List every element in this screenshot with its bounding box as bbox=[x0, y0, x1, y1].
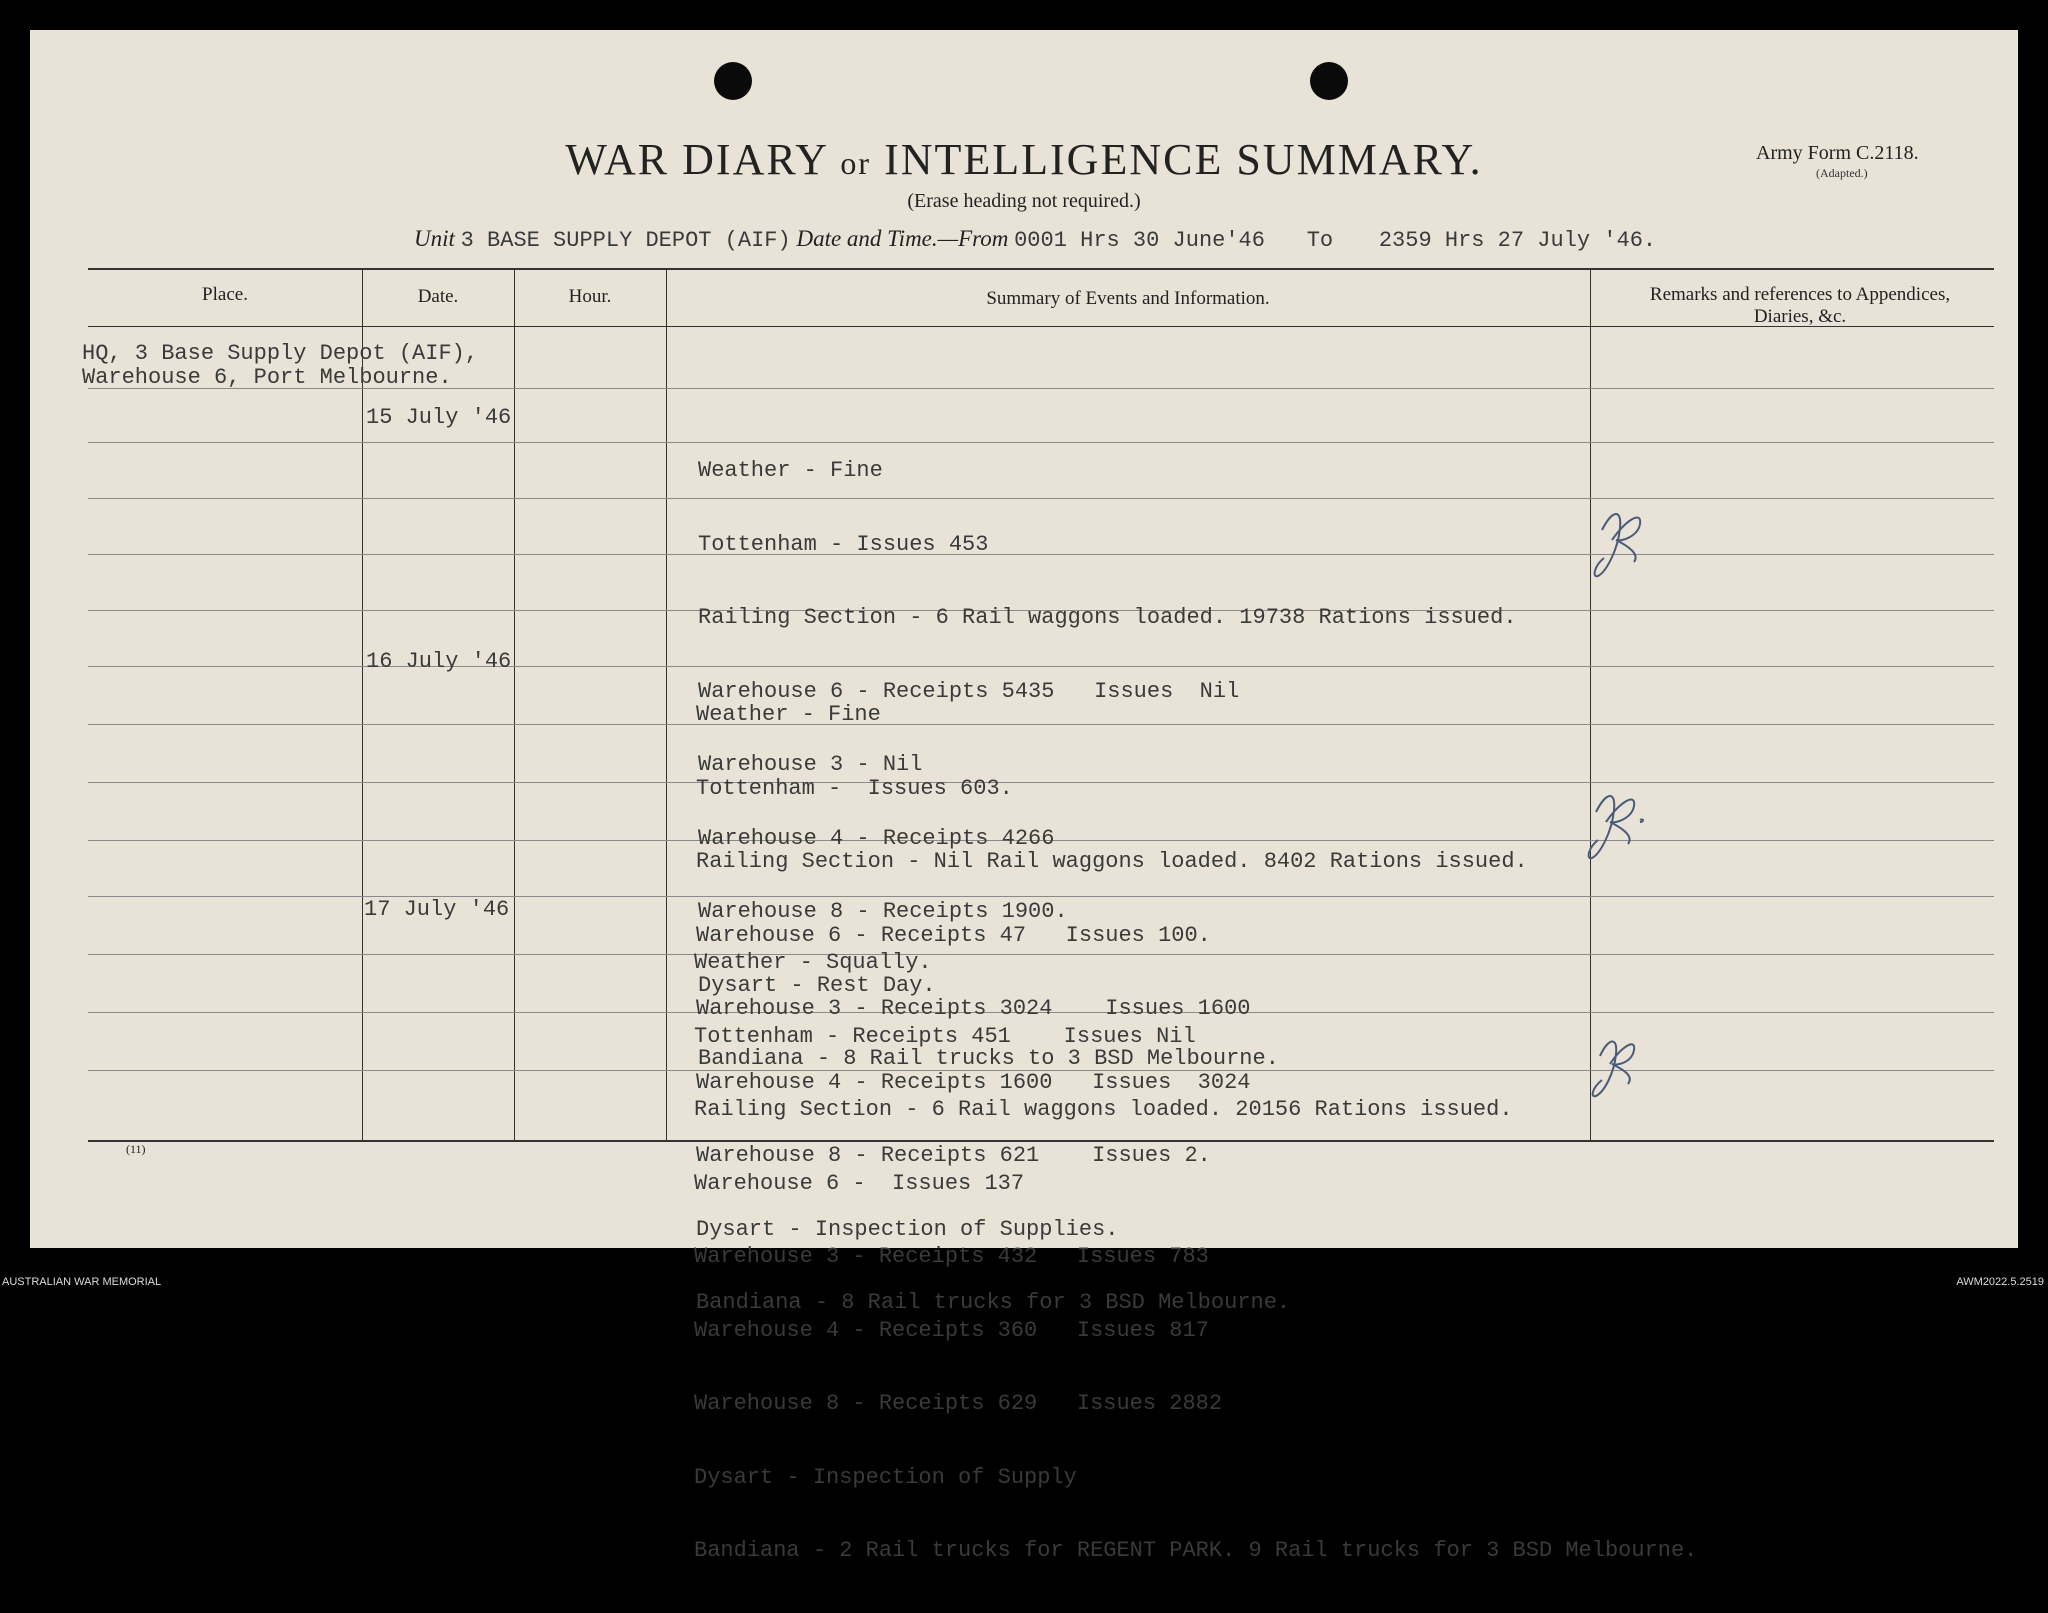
summary-line: Warehouse 4 - Receipts 4266 bbox=[698, 825, 1055, 851]
summary-line: Warehouse 4 - Receipts 1600 Issues 3024 bbox=[696, 1069, 1251, 1095]
title-or: or bbox=[840, 145, 872, 181]
entry-date: 16 July '46 bbox=[366, 649, 512, 674]
adapted-label: (Adapted.) bbox=[1816, 166, 1868, 180]
signature-initials bbox=[1582, 500, 1672, 580]
unit-label: Unit bbox=[414, 226, 455, 251]
unit-value: 3 BASE SUPPLY DEPOT (AIF) bbox=[460, 228, 791, 253]
place-entry bbox=[82, 342, 478, 390]
summary-entry bbox=[694, 899, 1698, 1613]
form-number: (11) bbox=[126, 1142, 146, 1156]
summary-line: Weather - Fine bbox=[698, 458, 883, 483]
signature-initials bbox=[1582, 1030, 1662, 1100]
punch-hole bbox=[1310, 62, 1348, 100]
footer-accession-number: AWM2022.5.2519 bbox=[1956, 1276, 2044, 1288]
summary-line: Weather - Fine bbox=[696, 702, 881, 727]
column-header-summary: Summary of Events and Information. bbox=[986, 288, 1270, 309]
unit-line bbox=[414, 226, 1656, 253]
column-divider bbox=[514, 268, 515, 1140]
summary-line: Dysart - Inspection of Supply bbox=[694, 1464, 1077, 1490]
table-top-border bbox=[88, 268, 1994, 270]
from-value: 0001 Hrs 30 June'46 bbox=[1014, 228, 1265, 253]
column-header-place: Place. bbox=[202, 284, 248, 305]
column-header-remarks: Remarks and references to Appendices, Diaries, &c. bbox=[1649, 284, 1951, 327]
army-form-label: Army Form C.2118. bbox=[1756, 142, 1919, 164]
date-label: Date and Time.—From bbox=[796, 226, 1009, 251]
to-label: To bbox=[1306, 228, 1334, 253]
summary-line: Bandiana - 2 Rail trucks for REGENT PARK. 9 Rail trucks for 3 BSD Melbourne. bbox=[694, 1538, 1698, 1563]
summary-line: Warehouse 8 - Receipts 1900. bbox=[698, 899, 1068, 924]
subtitle: (Erase heading not required.) bbox=[907, 190, 1141, 212]
place-line: HQ, 3 Base Supply Depot (AIF), bbox=[82, 341, 479, 366]
summary-line: Railing Section - 6 Rail waggons loaded. 19738 Rations issued. bbox=[698, 605, 1517, 630]
summary-line: Warehouse 6 - Receipts 47 Issues 100. bbox=[696, 922, 1211, 948]
column-header-date: Date. bbox=[417, 286, 459, 307]
summary-line: Dysart - Rest Day. bbox=[698, 972, 936, 998]
title-part2: INTELLIGENCE SUMMARY. bbox=[884, 135, 1483, 184]
summary-line: Tottenham - Issues 603. bbox=[696, 775, 1013, 801]
summary-line: Bandiana - 8 Rail trucks to 3 BSD Melbourne. bbox=[698, 1046, 1279, 1071]
page-title bbox=[30, 134, 2018, 185]
title-part1: WAR DIARY bbox=[565, 135, 828, 184]
summary-line: Bandiana - 8 Rail trucks for 3 BSD Melbourne. bbox=[696, 1290, 1291, 1315]
to-value: 2359 Hrs 27 July '46. bbox=[1378, 228, 1657, 253]
column-header-hour: Hour. bbox=[568, 286, 612, 307]
summary-line: Weather - Squally. bbox=[694, 950, 932, 975]
entry-date: 15 July '46 bbox=[366, 405, 512, 430]
entry-date: 17 July '46 bbox=[364, 897, 510, 922]
signature-initials bbox=[1574, 782, 1664, 862]
summary-line: Warehouse 3 - Receipts 432 Issues 783 bbox=[694, 1244, 1209, 1269]
summary-line: Railing Section - 6 Rail waggons loaded. 20156 Rations issued. bbox=[694, 1097, 1513, 1122]
punch-hole bbox=[714, 62, 752, 100]
summary-line: Tottenham - Receipts 451 Issues Nil bbox=[694, 1023, 1196, 1049]
summary-line: Tottenham - Issues 453 bbox=[698, 531, 989, 557]
summary-line: Warehouse 6 - Receipts 5435 Issues Nil bbox=[698, 678, 1240, 704]
column-divider bbox=[362, 268, 363, 1140]
summary-line: Railing Section - Nil Rail waggons loaded. 8402 Rations issued. bbox=[696, 849, 1528, 874]
summary-line: Dysart - Inspection of Supplies. bbox=[696, 1216, 1119, 1242]
summary-line: Warehouse 8 - Receipts 621 Issues 2. bbox=[696, 1143, 1211, 1168]
summary-line: Warehouse 4 - Receipts 360 Issues 817 bbox=[694, 1317, 1209, 1343]
summary-line: Warehouse 8 - Receipts 629 Issues 2882 bbox=[694, 1391, 1223, 1416]
summary-line: Warehouse 6 - Issues 137 bbox=[694, 1170, 1025, 1196]
summary-line: Warehouse 3 - Receipts 3024 Issues 1600 bbox=[696, 996, 1251, 1021]
place-line: Warehouse 6, Port Melbourne. bbox=[82, 365, 452, 390]
footer-credit: AUSTRALIAN WAR MEMORIAL bbox=[2, 1276, 162, 1288]
summary-line: Warehouse 3 - Nil bbox=[698, 752, 923, 777]
column-divider bbox=[666, 268, 667, 1140]
